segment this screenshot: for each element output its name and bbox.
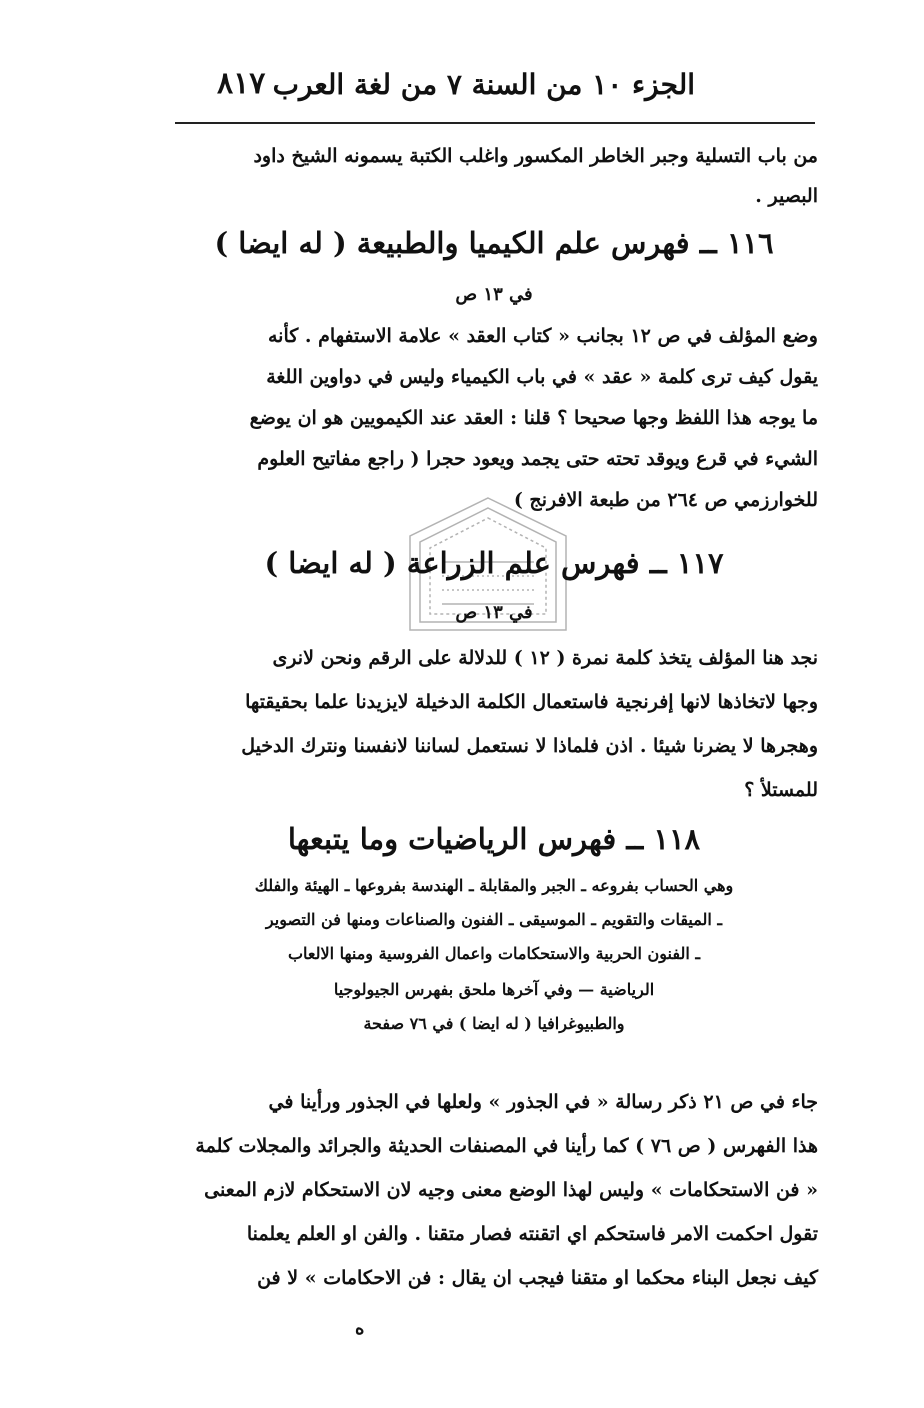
section-116-line: ما يوجه هذا اللفظ وجها صحيحا ؟ قلنا : العقد عند الكيمويين هو ان يوضع xyxy=(249,407,818,429)
section-117-line: نجد هنا المؤلف يتخذ كلمة نمرة ( ١٢ ) للدلالة على الرقم ونحن لانرى xyxy=(272,647,818,669)
section-118-desc-line: وهي الحساب بفروعه ـ الجبر والمقابلة ـ الهندسة بفروعها ـ الهيئة والفلك xyxy=(254,876,734,895)
section-118-line: كيف نجعل البناء محكما او متقنا فيجب ان يقال : فن الاحكامات » لا فن xyxy=(257,1267,818,1289)
intro-line: من باب التسلية وجبر الخاطر المكسور واغلب الكتبة يسمونه الشيخ داود xyxy=(253,145,818,167)
header-rule xyxy=(175,122,815,124)
section-118-line: تقول احكمت الامر فاستحكم اي اتقنته فصار متقنا . والفن او العلم يعلمنا xyxy=(246,1223,818,1245)
section-116-line: للخوارزمي ص ٢٦٤ من طبعة الافرنج ) xyxy=(513,489,818,511)
section-118-desc-line: ـ الفنون الحربية والاستحكامات واعمال الفروسية ومنها الالعاب xyxy=(287,944,701,963)
section-118-desc-line: الرياضية — وفي آخرها ملحق بفهرس الجيولوجيا xyxy=(333,980,655,999)
signature-mark: ه xyxy=(355,1318,365,1339)
section-117-line: وجها لاتخاذها لانها إفرنجية فاستعمال الكلمة الدخيلة لايزيدنا علما بحقيقتها xyxy=(245,691,818,713)
section-117-heading: ١١٧ ــ فهرس علم الزراعة ( له ايضا ) xyxy=(264,546,724,580)
section-116-line: الشيء في قرع ويوقد تحته حتى يجمد ويعود حجرا ( راجع مفاتيح العلوم xyxy=(257,448,818,470)
section-117-paragraph xyxy=(170,636,818,812)
intro-line: البصير . xyxy=(755,185,818,207)
section-118-line: جاء في ص ٢١ ذكر رسالة « في الجذور » ولعلها في الجذور ورأينا في xyxy=(268,1091,818,1113)
section-116-line: يقول كيف ترى كلمة « عقد » في باب الكيمياء وليس في دواوين اللغة xyxy=(266,366,818,388)
intro-paragraph xyxy=(170,136,818,216)
section-118-desc-line: والطبيوغرافيا ( له ايضا ) في ٧٦ صفحة xyxy=(363,1014,625,1033)
section-118-line: هذا الفهرس ( ص ٧٦ ) كما رأينا في المصنفات الحديثة والجرائد والمجلات كلمة xyxy=(195,1135,818,1157)
header-title: الجزء ١٠ من السنة ٧ من لغة العرب xyxy=(272,68,695,101)
section-117-line: للمستلأ ؟ xyxy=(744,779,818,801)
section-117-line: وهجرها لا يضرنا شيئا . اذن فلماذا لا نستعمل لساننا لانفسنا ونترك الدخيل xyxy=(241,735,818,757)
section-116-heading: ١١٦ ــ فهرس علم الكيميا والطبيعة ( له ايضا ) xyxy=(214,226,774,260)
page-number: ٨١٧ xyxy=(217,66,266,101)
section-116-page-ref: في ١٣ ص xyxy=(455,284,533,305)
section-116-line: وضع المؤلف في ص ١٢ بجانب « كتاب العقد » علامة الاستفهام . كأنه xyxy=(267,325,818,347)
section-118-line: « فن الاستحكامات » وليس لهذا الوضع معنى وجيه لان الاستحكام لازم المعنى xyxy=(204,1179,818,1201)
section-117-page-ref: في ١٣ ص xyxy=(455,602,533,623)
section-118-desc-line: ـ الميقات والتقويم ـ الموسيقى ـ الفنون والصناعات ومنها فن التصوير xyxy=(265,910,723,929)
section-118-paragraph xyxy=(170,1080,818,1300)
section-118-heading: ١١٨ ــ فهرس الرياضيات وما يتبعها xyxy=(287,822,701,856)
running-header xyxy=(175,62,695,110)
section-116-paragraph xyxy=(170,316,818,521)
